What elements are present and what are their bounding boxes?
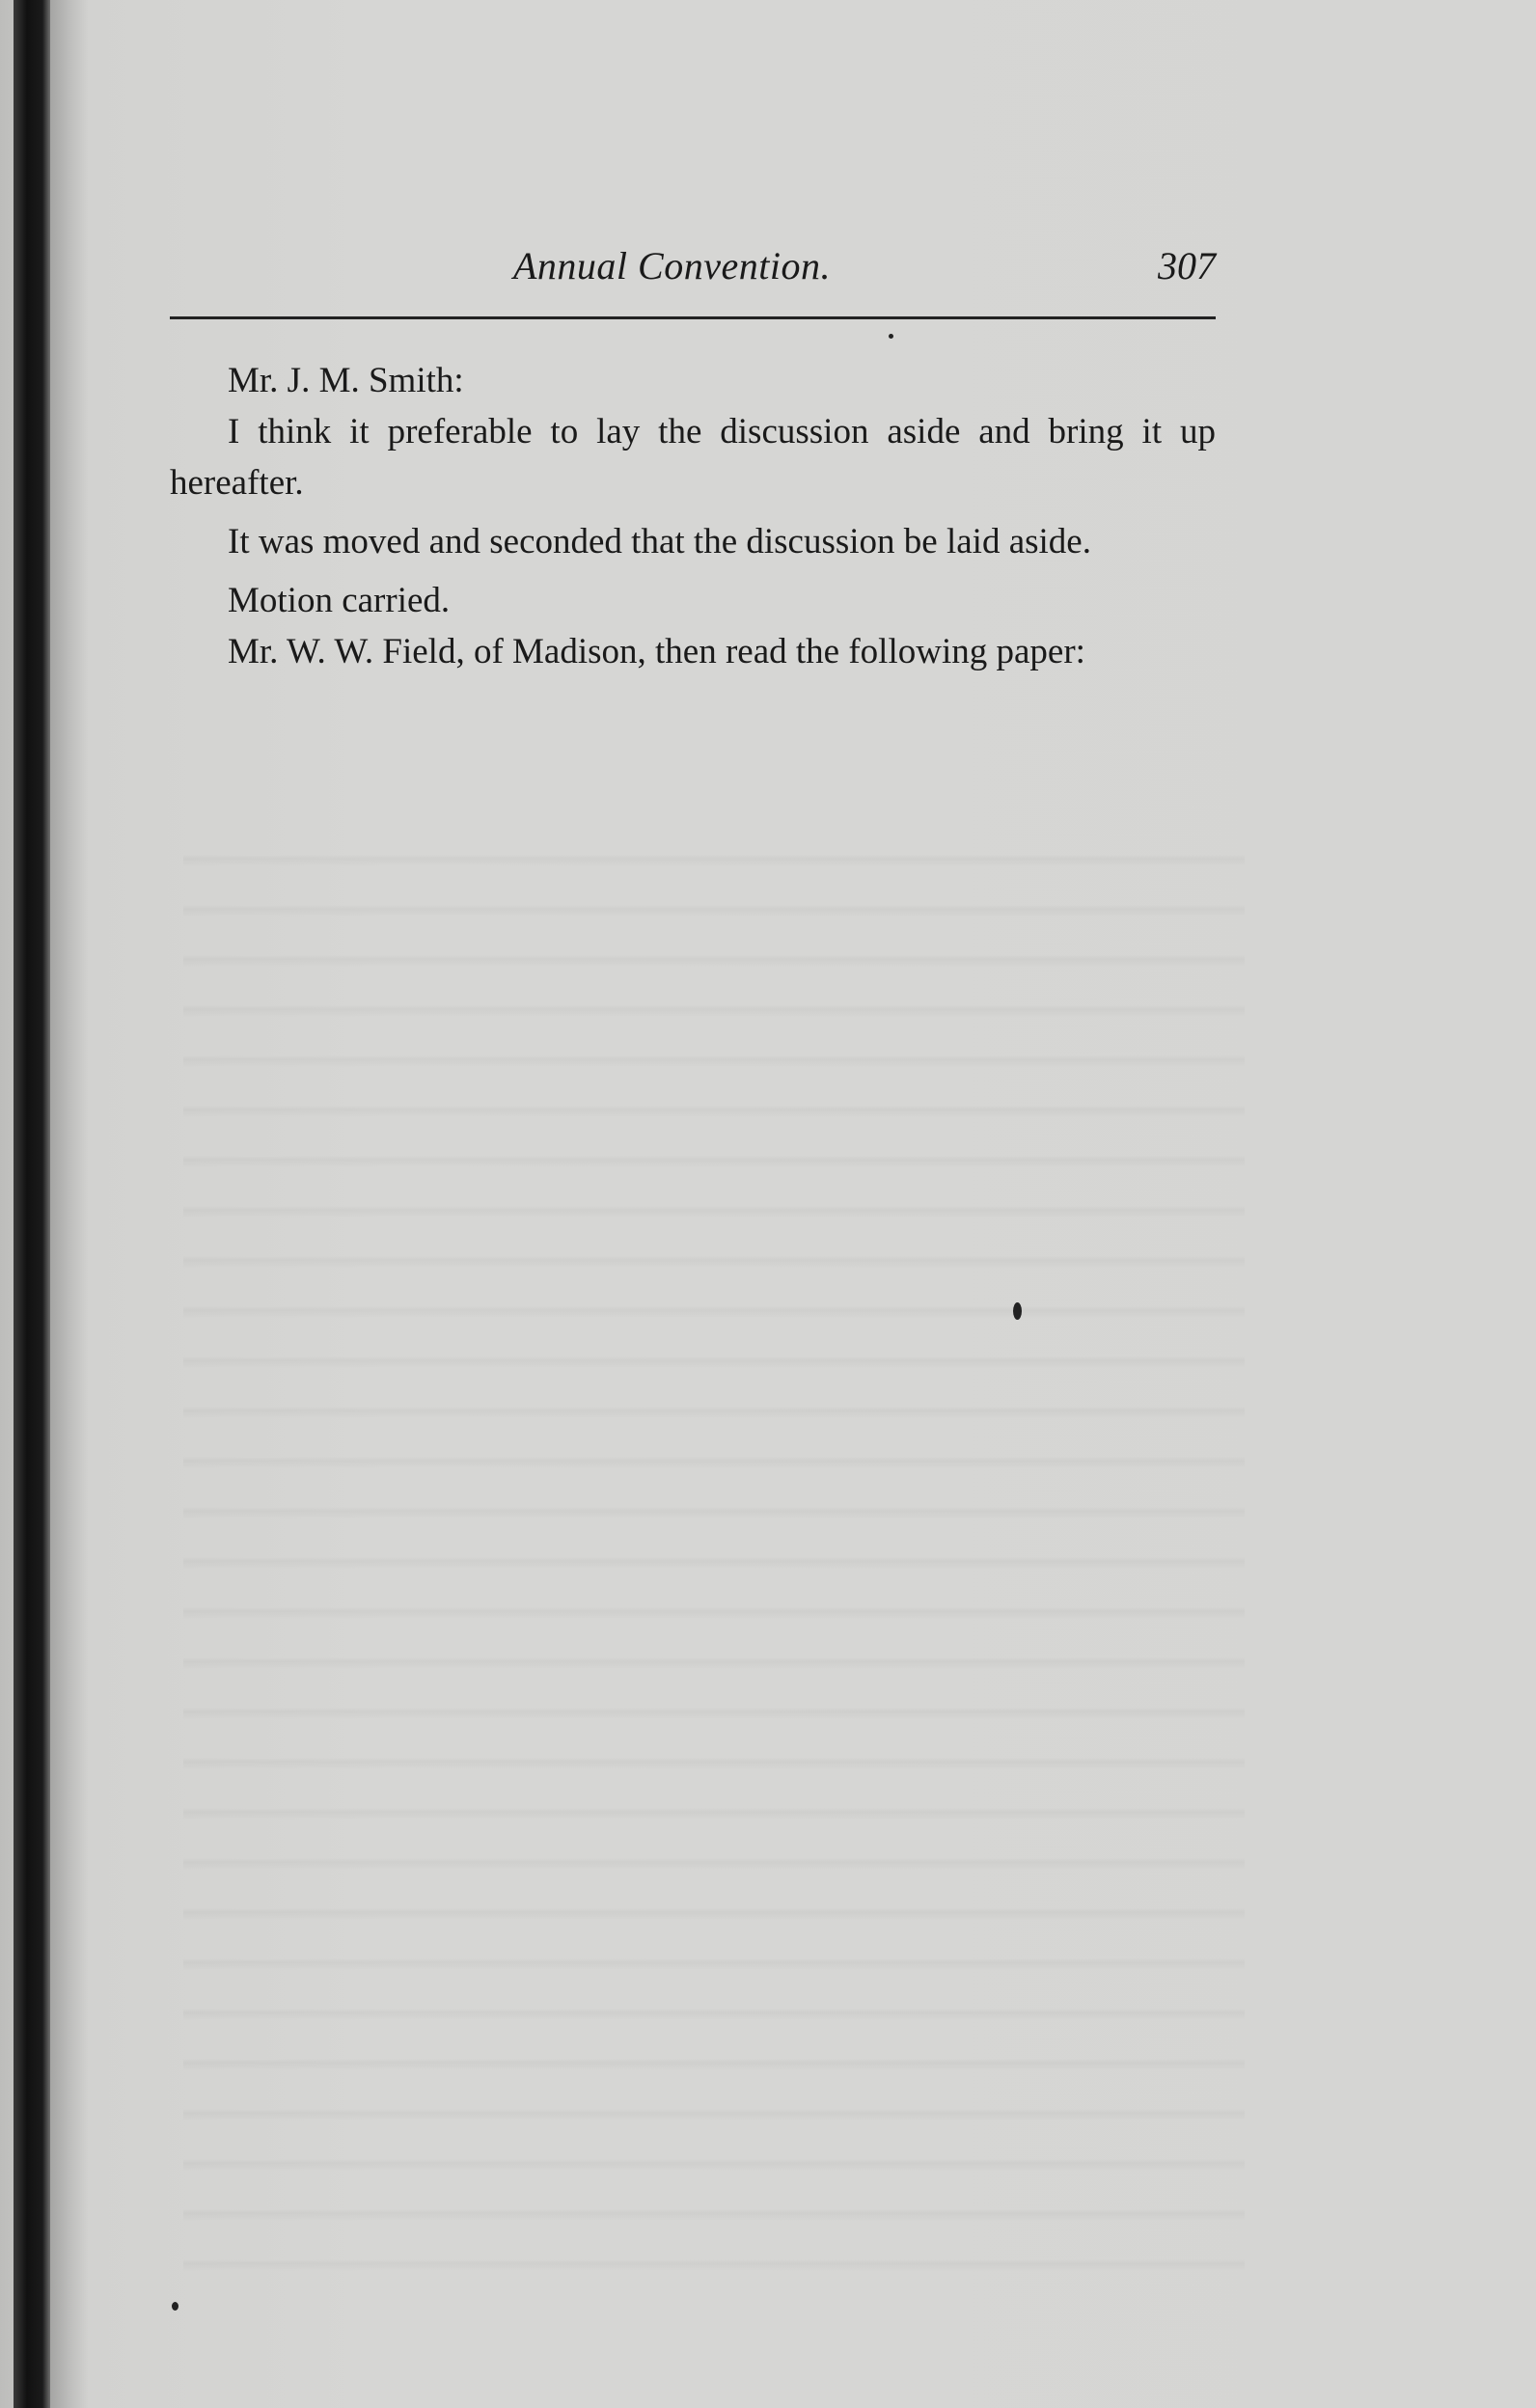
- paragraph: It was moved and seconded that the discussion be laid aside.: [228, 522, 1091, 561]
- paragraph: Motion carried.: [228, 581, 451, 620]
- paragraph: I think it preferable to lay the discussion aside and bring it up hereafter.: [170, 412, 1216, 503]
- page-header: [170, 243, 1216, 301]
- paragraph: Mr. W. W. Field, of Madison, then read the following paper:: [228, 632, 1085, 671]
- speaker-line: Mr. J. M. Smith:: [228, 361, 464, 400]
- binding-shadow: [50, 0, 89, 2408]
- body-text: [170, 355, 1216, 677]
- header-rule: [170, 316, 1216, 319]
- running-title: Annual Convention.: [513, 244, 831, 287]
- show-through-text-background: [183, 830, 1245, 2277]
- ink-speck: [1013, 1302, 1022, 1320]
- book-binding-edge: [14, 0, 50, 2408]
- ink-speck: [172, 2302, 178, 2311]
- ink-speck: [889, 334, 893, 339]
- page-number: 307: [1158, 244, 1216, 287]
